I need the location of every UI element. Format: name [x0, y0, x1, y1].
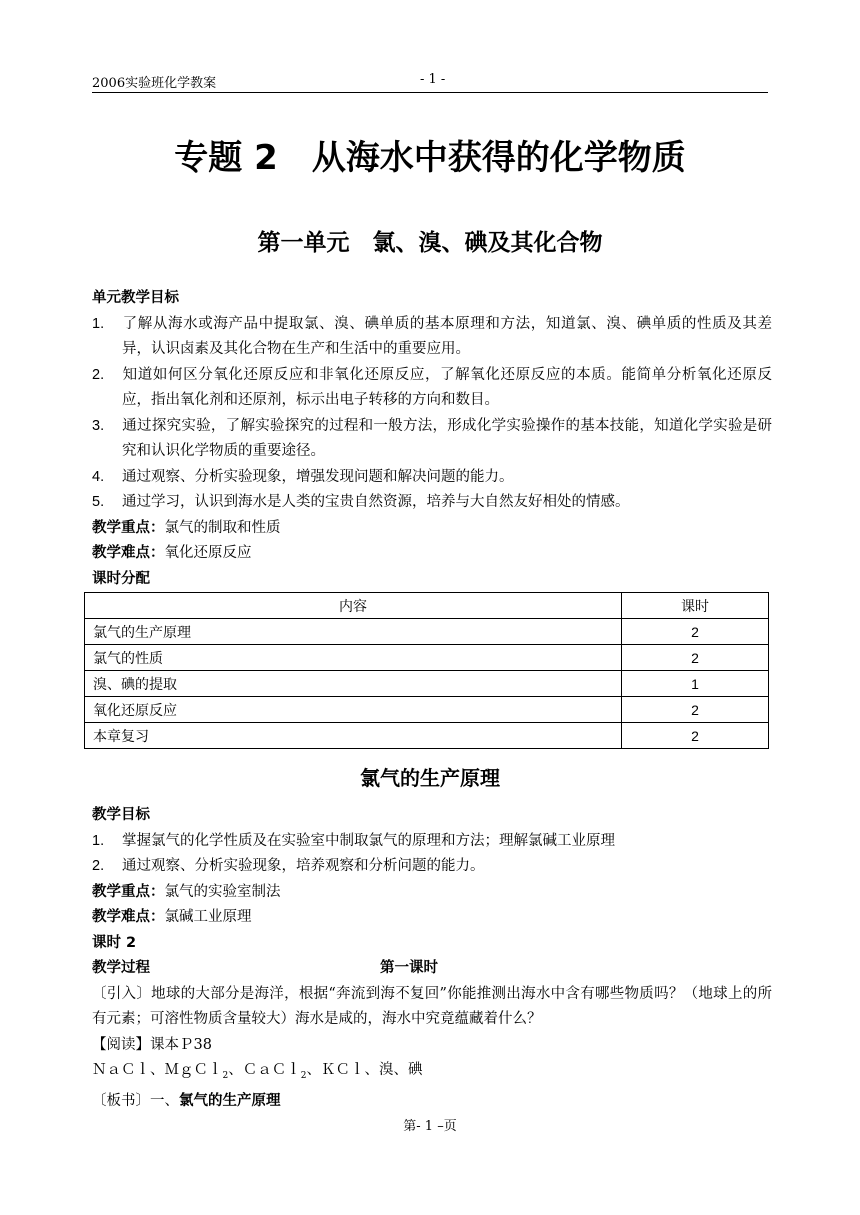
- table-header-hours: 课时: [622, 593, 769, 619]
- unit-goal-item: 5. 通过学习，认识到海水是人类的宝贵自然资源，培养与大自然友好相处的情感。: [92, 494, 630, 510]
- reading-line: 【阅读】课本Ｐ38: [92, 1036, 212, 1053]
- lesson-goal-item: 2. 通过观察、分析实验现象，培养观察和分析问题的能力。: [92, 858, 485, 874]
- salts-line: ＮａＣｌ、ＭｇＣｌ$_2$、ＣａＣｌ$_2$、ＫＣｌ、溴、碘: [92, 1062, 423, 1081]
- unit-difficulty: 教学难点：氧化还原反应: [92, 545, 252, 561]
- lesson-difficulty: 教学难点：氯碱工业原理: [92, 909, 252, 925]
- first-lesson-label: 第一课时: [380, 960, 438, 976]
- table-cell-hours: 2: [622, 619, 769, 645]
- lesson-goals-heading: 教学目标: [92, 807, 150, 823]
- table-row: [85, 645, 769, 671]
- table-row: [85, 619, 769, 645]
- table-cell-content: 氧化还原反应: [85, 697, 622, 723]
- table-row: [85, 697, 769, 723]
- section-title: 氯气的生产原理: [360, 766, 500, 790]
- process-line: 教学过程 第一课时: [92, 960, 438, 976]
- intro-paragraph: 〔引入〕地球的大部分是海洋，根据“奔流到海不复回”你能推测出海水中含有哪些物质吗？（地球上的所有元素；可溶性物质含量较大）海水是咸的，海水中究竟蕴藏着什么？: [92, 985, 772, 1027]
- unit-goal-item: 2. 知道如何区分氧化还原反应和非氧化还原反应，了解氧化还原反应的本质。能简单分析氧化还原反应，指出氧化剂和还原剂，标示出电子转移的方向和数目。: [92, 366, 772, 408]
- unit-goal-item: 4. 通过观察、分析实验现象，增强发现问题和解决问题的能力。: [92, 468, 514, 485]
- lesson-goal-item: 1. 掌握氯气的化学性质及在实验室中制取氯气的原理和方法；理解氯碱工业原理: [92, 832, 615, 849]
- unit-goals-block: [92, 286, 772, 592]
- table-cell-hours: 2: [622, 645, 769, 671]
- period-allocation-table: [84, 592, 769, 749]
- unit-key-point: 教学重点：氯气的制取和性质: [92, 519, 281, 536]
- lesson-period: 课时 2: [92, 934, 137, 951]
- board-line: 〔板书〕一、氯气的生产原理: [92, 1093, 281, 1110]
- document-title: 专题 2 从海水中获得的化学物质: [174, 138, 686, 178]
- table-header-row: [85, 593, 769, 619]
- table-row: [85, 723, 769, 749]
- table-cell-content: 氯气的性质: [85, 645, 622, 671]
- table-cell-hours: 1: [622, 671, 769, 697]
- lesson-block: [92, 803, 772, 1115]
- unit-goals-heading: 单元教学目标: [92, 290, 179, 306]
- table-cell-content: 溴、碘的提取: [85, 671, 622, 697]
- unit-title: 第一单元 氯、溴、碘及其化合物: [257, 230, 603, 256]
- page-header: [92, 72, 768, 93]
- table-cell-hours: 2: [622, 723, 769, 749]
- period-allocation-heading: 课时分配: [92, 570, 150, 587]
- unit-goal-item: 3. 通过探究实验，了解实验探究的过程和一般方法，形成化学实验操作的基本技能，知道化学实验是研究和认识化学物质的重要途径。: [92, 417, 772, 459]
- page-footer: 第- 1 –页: [403, 1119, 457, 1134]
- table-cell-hours: 2: [622, 697, 769, 723]
- header-doc-name: 2006实验班化学教案: [92, 76, 217, 91]
- table-cell-content: 氯气的生产原理: [85, 619, 622, 645]
- unit-goal-item: 1. 了解从海水或海产品中提取氯、溴、碘单质的基本原理和方法，知道氯、溴、碘单质的性质及其差异，认识卤素及其化合物在生产和生活中的重要应用。: [92, 315, 772, 357]
- table-cell-content: 本章复习: [85, 723, 622, 749]
- header-page-number: - 1 -: [420, 72, 446, 87]
- table-row: [85, 671, 769, 697]
- table-header-content: 内容: [85, 593, 622, 619]
- lesson-key-point: 教学重点：氯气的实验室制法: [92, 883, 281, 900]
